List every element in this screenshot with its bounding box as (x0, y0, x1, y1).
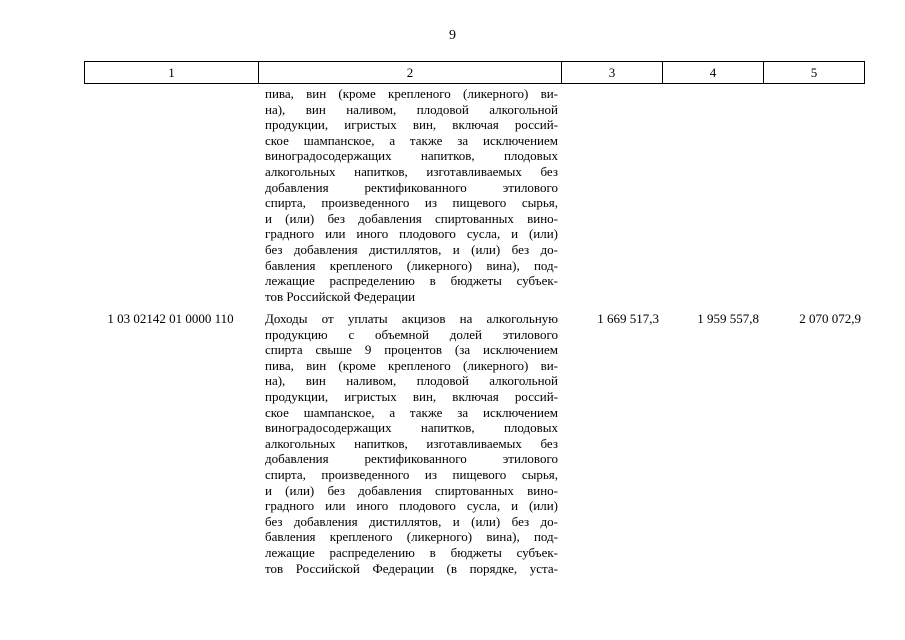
text-line: пива, вин (кроме крепленого (ликерного) ви- (265, 357, 558, 373)
text-line: на), вин наливом, плодовой алкогольной (265, 101, 558, 117)
text-line: градного или иного плодового сусла, и (или) (265, 226, 558, 242)
text-line: виноградосодержащих напитков, плодовых (265, 148, 558, 164)
text-line: спирта свыше 9 процентов (за исключением (265, 342, 558, 358)
text-line: алкогольных напитков, изготавливаемых без (265, 163, 558, 179)
column-header-5: 5 (764, 62, 865, 84)
text-line: тов Российской Федерации (265, 288, 416, 304)
text-line: Доходы от уплаты акцизов на алкогольную (265, 311, 558, 326)
text-line: ское шампанское, а также за исключением (265, 132, 558, 148)
text-line: ское шампанское, а также за исключением (265, 404, 558, 420)
row-description (265, 311, 558, 576)
text-line: градного или иного плодового сусла, и (или) (265, 498, 558, 514)
row-code: 1 03 02142 01 0000 110 (107, 311, 234, 326)
text-line: бавления крепленого (ликерного) вина), под- (265, 257, 558, 273)
text-line: на), вин наливом, плодовой алкогольной (265, 373, 558, 389)
text-line: добавления ректификованного этилового (265, 451, 558, 467)
row-value-column-5: 2 070 072,9 (799, 311, 861, 326)
text-line: виноградосодержащих напитков, плодовых (265, 420, 558, 436)
column-header-1: 1 (85, 62, 259, 84)
row-value-column-3: 1 669 517,3 (597, 311, 659, 326)
text-line: продукции, игристых вин, включая россий- (265, 117, 558, 133)
text-line: бавления крепленого (ликерного) вина), под- (265, 529, 558, 545)
text-line: лежащие распределению в бюджеты субъек- (265, 544, 558, 560)
continued-description (265, 86, 558, 304)
text-line: без добавления дистиллятов, и (или) без до- (265, 513, 558, 529)
text-line: продукцию с объемной долей этилового (265, 326, 558, 342)
text-line: без добавления дистиллятов, и (или) без до- (265, 241, 558, 257)
text-line: алкогольных напитков, изготавливаемых без (265, 435, 558, 451)
column-header-2: 2 (259, 62, 562, 84)
text-line: спирта, произведенного из пищевого сырья, (265, 466, 558, 482)
page-number: 9 (449, 28, 456, 43)
column-header-row (85, 62, 865, 84)
row-value-column-4: 1 959 557,8 (697, 311, 759, 326)
text-line: лежащие распределению в бюджеты субъек- (265, 273, 558, 289)
text-line: добавления ректификованного этилового (265, 179, 558, 195)
text-line: и (или) без добавления спиртованных вино- (265, 210, 558, 226)
text-line: спирта, произведенного из пищевого сырья, (265, 195, 558, 211)
column-header-4: 4 (663, 62, 764, 84)
column-header-table (84, 61, 865, 84)
text-line: продукции, игристых вин, включая россий- (265, 388, 558, 404)
text-line: тов Российской Федерации (в порядке, уста- (265, 560, 558, 576)
text-line: и (или) без добавления спиртованных вино- (265, 482, 558, 498)
column-header-3: 3 (562, 62, 663, 84)
text-line: пива, вин (кроме крепленого (ликерного) ви- (265, 86, 558, 101)
